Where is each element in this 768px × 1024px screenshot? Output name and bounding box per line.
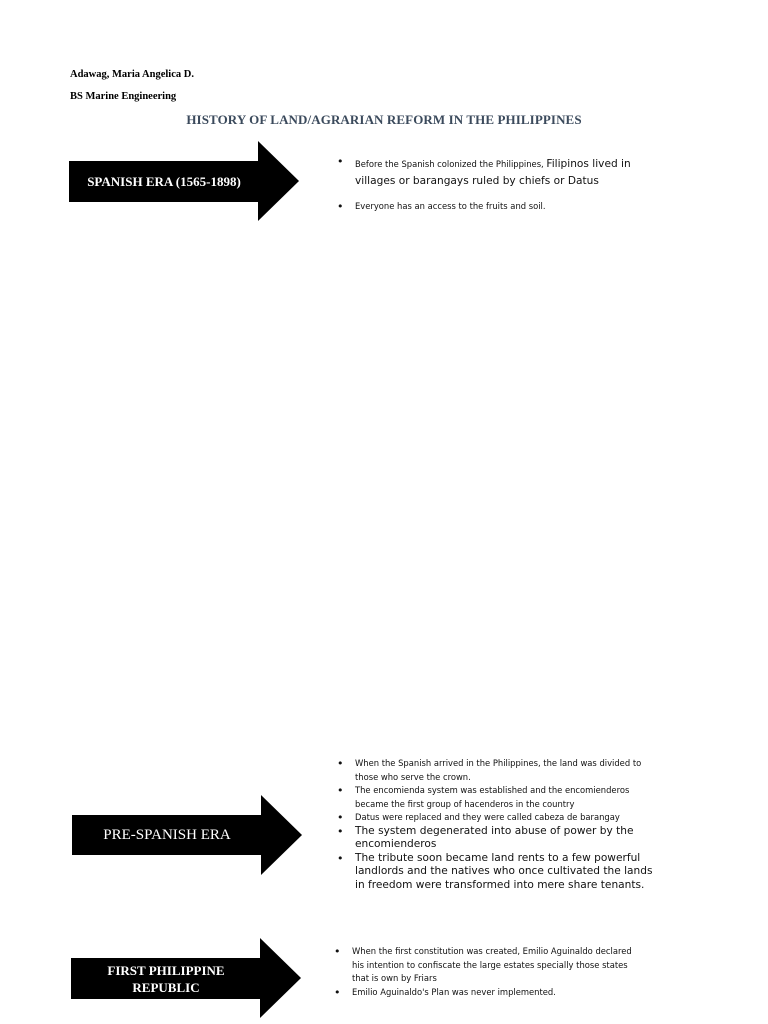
list-item: • Before the Spanish colonized the Philippines, Filipinos lived in villages or barangays ruled by chiefs or Datus bbox=[337, 155, 667, 188]
arrow-first-philippine-republic bbox=[71, 938, 301, 1019]
author-name: Adawag, Maria Angelica D. bbox=[70, 69, 194, 80]
list-item: • When the first constitution was created, Emilio Aguinaldo declared his intention to confiscate the large estates specially those states that is own by Friars bbox=[334, 945, 644, 986]
arrow-pre-spanish-era bbox=[72, 795, 302, 876]
list-item: • The tribute soon became land rents to a few powerful landlords and the natives who once cultivated the lands in freedom were transformed into mere share tenants. bbox=[337, 852, 655, 893]
list-item: • The system degenerated into abuse of power by the encomienderos bbox=[337, 825, 655, 852]
bullet-list-first-philippine-republic bbox=[334, 945, 644, 999]
list-item: • The encomienda system was established and the encomienderos became the first group of hacenderos in the country bbox=[337, 784, 655, 811]
list-item: • When the Spanish arrived in the Philippines, the land was divided to those who serve the crown. bbox=[337, 757, 655, 784]
list-item: • Everyone has an access to the fruits and soil. bbox=[337, 200, 667, 214]
course-name: BS Marine Engineering bbox=[70, 91, 177, 102]
list-item: • Datus were replaced and they were called cabeza de barangay bbox=[337, 811, 655, 825]
arrow-label-first-philippine-republic: FIRST PHILIPPINE REPUBLIC bbox=[107, 962, 225, 995]
document-title: HISTORY OF LAND/AGRARIAN REFORM IN THE PHILIPPINES bbox=[186, 112, 582, 127]
bullet-list-pre-spanish-era bbox=[337, 757, 655, 892]
list-item: • Emilio Aguinaldo's Plan was never implemented. bbox=[334, 986, 644, 1000]
bullet-list-spanish-era bbox=[337, 155, 667, 214]
arrow-label-pre-spanish-era: PRE-SPANISH ERA bbox=[103, 826, 231, 843]
arrow-label-spanish-era: SPANISH ERA (1565-1898) bbox=[87, 173, 241, 189]
arrow-spanish-era bbox=[69, 141, 299, 222]
